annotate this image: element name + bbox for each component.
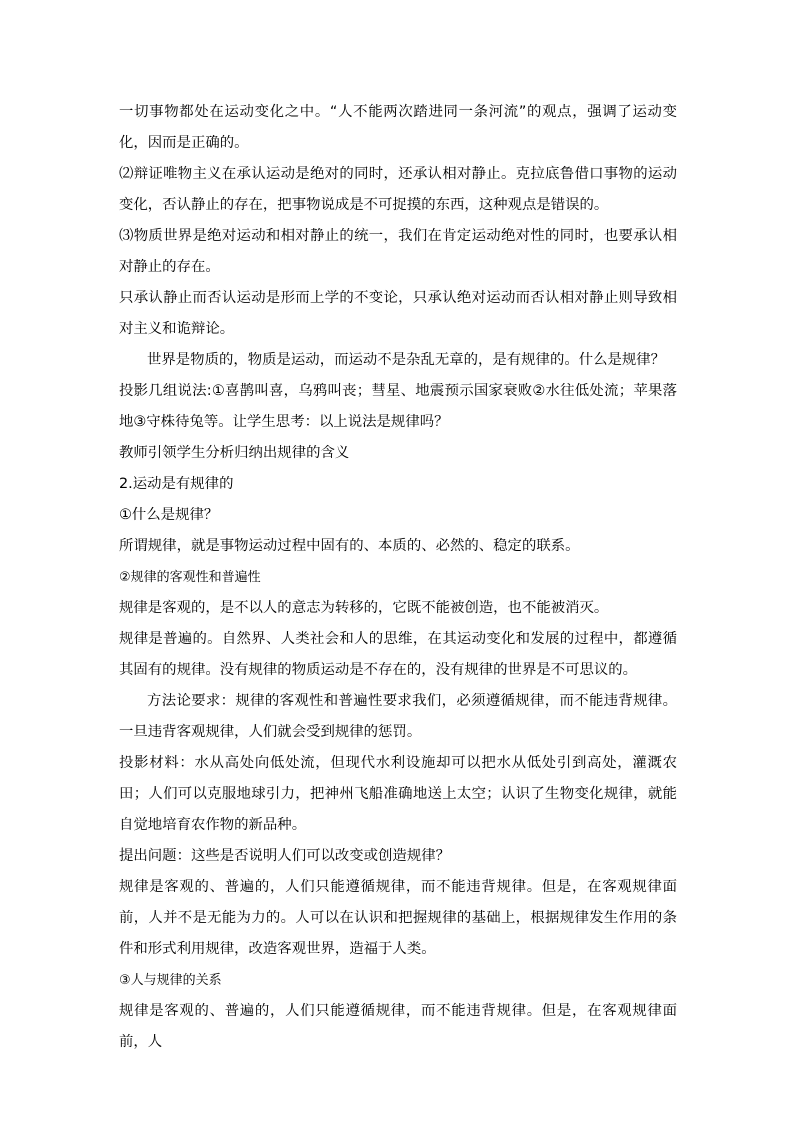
paragraph-metaphysics: 只承认静止而否认运动是形而上学的不变论，只承认绝对运动而否认相对静止则导致相对主义和诡辩论。 xyxy=(119,290,677,337)
paragraph-methodology: 方法论要求：规律的客观性和普遍性要求我们，必须遵循规律，而不能违背规律。一旦违背客观规律，人们就会受到规律的惩罚。 xyxy=(119,693,677,740)
paragraph-teacher-guide: 教师引领学生分析归纳出规律的含义 xyxy=(119,445,350,461)
paragraph-what-is-law-intro: 世界是物质的，物质是运动，而运动不是杂乱无章的，是有规律的。什么是规律？ xyxy=(147,352,666,368)
document-body xyxy=(119,97,677,1058)
subheading-law-objectivity: ②规律的客观性和普遍性 xyxy=(119,570,261,585)
paragraph-relative-rest: ⑵辩证唯物主义在承认运动是绝对的同时，还承认相对静止。克拉底鲁借口事物的运动变化，否认静止的存在，把事物说成是不可捉摸的东西，这种观点是错误的。 xyxy=(119,166,677,213)
section-heading-motion-has-law: 2.运动是有规律的 xyxy=(119,476,234,492)
paragraph-law-objective: 规律是客观的，是不以人的意志为转移的，它既不能被创造，也不能被消灭。 xyxy=(119,600,609,616)
paragraph-law-universal: 规律是普遍的。自然界、人类社会和人的思维，在其运动变化和发展的过程中，都遵循其固有的规律。没有规律的物质运动是不存在的，没有规律的世界是不可思议的。 xyxy=(119,631,677,678)
subheading-human-and-law: ③人与规律的关系 xyxy=(119,973,222,988)
paragraph-law-definition: 所谓规律，就是事物运动过程中固有的、本质的、必然的、稳定的联系。 xyxy=(119,538,580,554)
paragraph-final: 规律是客观的、普遍的，人们只能遵循规律，而不能违背规律。但是，在客观规律面前，人 xyxy=(119,1003,677,1050)
paragraph-projection-sayings: 投影几组说法:①喜鹊叫喜，乌鸦叫丧；彗星、地震预示国家衰败②水往低处流；苹果落地③守株待兔等。让学生思考：以上说法是规律吗？ xyxy=(119,383,677,430)
paragraph-projection-material: 投影材料：水从高处向低处流，但现代水利设施却可以把水从低处引到高处，灌溉农田；人们可以克服地球引力，把神州飞船准确地送上太空；认识了生物变化规律，就能自觉地培育农作物的新品种。 xyxy=(119,755,677,833)
subheading-what-is-law: ①什么是规律？ xyxy=(119,507,219,523)
paragraph-answer: 规律是客观的、普遍的，人们只能遵循规律，而不能违背规律。但是，在客观规律面前，人并不是无能为力的。人可以在认识和把握规律的基础上，根据规律发生作用的条件和形式利用规律，改造客观世界，造福于人类。 xyxy=(119,879,677,957)
paragraph-unity: ⑶物质世界是绝对运动和相对静止的统一，我们在肯定运动绝对性的同时，也要承认相对静止的存在。 xyxy=(119,228,677,275)
paragraph-motion-change: 一切事物都处在运动变化之中。“人不能两次踏进同一条河流”的观点，强调了运动变化，因而是正确的。 xyxy=(119,104,677,151)
paragraph-question: 提出问题：这些是否说明人们可以改变或创造规律？ xyxy=(119,848,450,864)
